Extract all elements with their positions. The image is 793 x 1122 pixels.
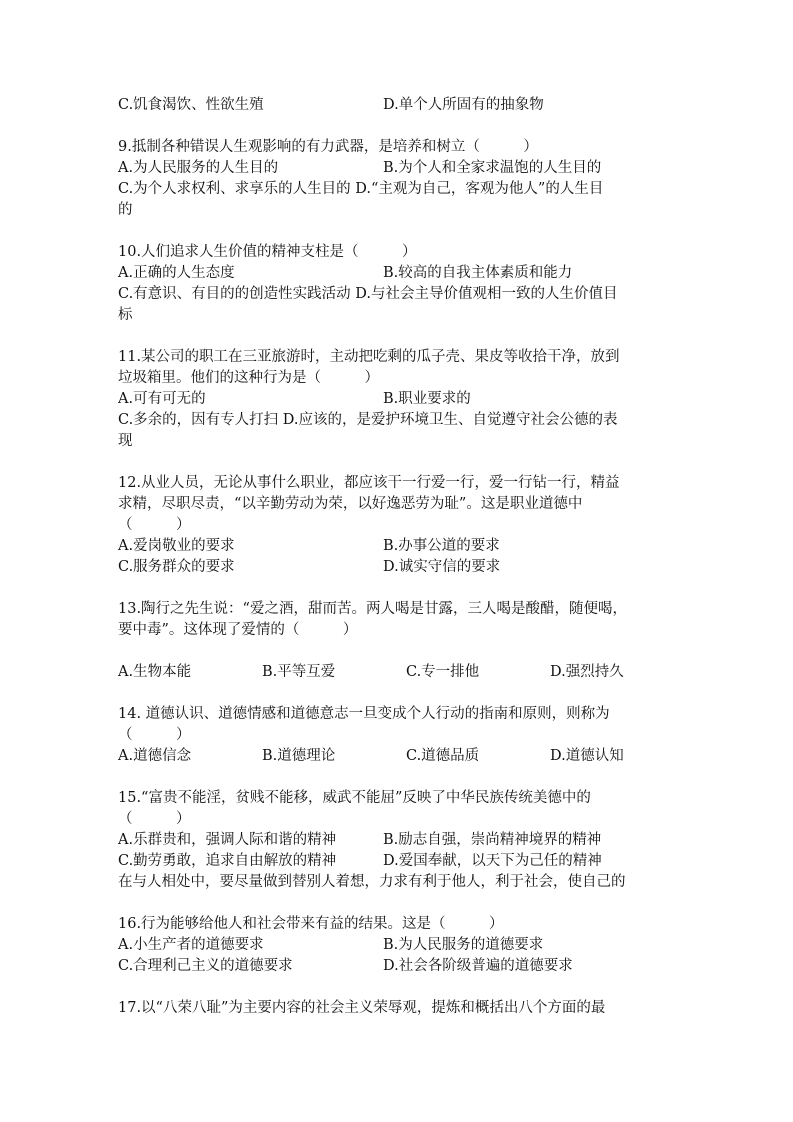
option-right: B.励志自强，崇尚精神境界的精神 (383, 832, 602, 848)
text-line: 15.“富贵不能淫，贫贱不能移，威武不能屈”反映了中华民族传统美德中的 (118, 790, 591, 806)
option-item: B.平等互爱 (262, 664, 336, 680)
text-line: C.为个人求权利、求享乐的人生目的 D.“主观为自己，客观为他人”的人生目 (118, 181, 604, 197)
text-line: 14. 道德认识、道德情感和道德意志一旦变成个人行动的指南和原则，则称为 (118, 706, 610, 722)
text-line: C.有意识、有目的的创造性实践活动 D.与社会主导价值观相一致的人生价值目 (118, 286, 618, 302)
text-line: 求精，尽职尽责，“以辛勤劳动为荣，以好逸恶劳为耻”。这是职业道德中 (118, 496, 583, 512)
option-left: A.乐群贵和，强调人际和谐的精神 (118, 832, 337, 848)
text-line: （ ） (118, 517, 191, 533)
option-right: B.为个人和全家求温饱的人生目的 (383, 160, 602, 176)
text-line: C.多余的，因有专人打扫 D.应该的，是爱护环境卫生、自觉遵守社会公德的表 (118, 412, 618, 428)
option-right: D.爱国奉献，以天下为己任的精神 (383, 853, 602, 869)
option-left: C.服务群众的要求 (118, 559, 235, 575)
text-line: （ ） (118, 727, 191, 743)
option-left: C.饥食渴饮、性欲生殖 (118, 97, 264, 113)
option-right: B.职业要求的 (383, 391, 471, 407)
text-line: 垃圾箱里。他们的这种行为是（ ） (118, 370, 379, 386)
text-line: （ ） (118, 811, 191, 827)
text-line: 现 (118, 433, 133, 449)
text-line: 9.抵制各种错误人生观影响的有力武器，是培养和树立（ ） (118, 139, 538, 155)
option-left: A.可有可无的 (118, 391, 206, 407)
option-item: A.道德信念 (118, 748, 192, 764)
option-left: C.勤劳勇敢，追求自由解放的精神 (118, 853, 337, 869)
option-right: D.单个人所固有的抽象物 (383, 97, 544, 113)
option-right: D.诚实守信的要求 (383, 559, 501, 575)
option-left: A.小生产者的道德要求 (118, 937, 264, 953)
option-right: B.办事公道的要求 (383, 538, 500, 554)
text-line: 标 (118, 307, 133, 323)
option-left: C.合理利己主义的道德要求 (118, 958, 293, 974)
option-left: A.正确的人生态度 (118, 265, 235, 281)
text-line: 16.行为能够给他人和社会带来有益的结果。这是（ ） (118, 916, 504, 932)
text-line: 12.从业人员，无论从事什么职业，都应该干一行爱一行，爱一行钻一行，精益 (118, 475, 620, 491)
option-left: A.为人民服务的人生目的 (118, 160, 279, 176)
option-left: A.爱岗敬业的要求 (118, 538, 235, 554)
option-item: C.专一排他 (406, 664, 480, 680)
text-line: 13.陶行之先生说：“爱之酒，甜而苦。两人喝是甘露，三人喝是酸醋，随便喝， (118, 601, 627, 617)
option-item: C.道德品质 (406, 748, 480, 764)
text-line: 11.某公司的职工在三亚旅游时，主动把吃剩的瓜子壳、果皮等收拾干净，放到 (118, 349, 620, 365)
option-item: D.道德认知 (550, 748, 624, 764)
option-item: A.生物本能 (118, 664, 192, 680)
text-line: 要中毒”。这体现了爱情的（ ） (118, 622, 358, 638)
option-right: D.社会各阶级普遍的道德要求 (383, 958, 573, 974)
text-line: 的 (118, 202, 133, 218)
option-right: B.为人民服务的道德要求 (383, 937, 544, 953)
text-line: 10.人们追求人生价值的精神支柱是（ ） (118, 244, 417, 260)
option-right: B.较高的自我主体素质和能力 (383, 265, 573, 281)
option-item: B.道德理论 (262, 748, 336, 764)
text-line: 在与人相处中，要尽量做到替别人着想，力求有利于他人，利于社会，使自己的 (118, 874, 626, 890)
text-line: 17.以“八荣八耻”为主要内容的社会主义荣辱观，提炼和概括出八个方面的最 (118, 1000, 606, 1016)
option-item: D.强烈持久 (550, 664, 624, 680)
